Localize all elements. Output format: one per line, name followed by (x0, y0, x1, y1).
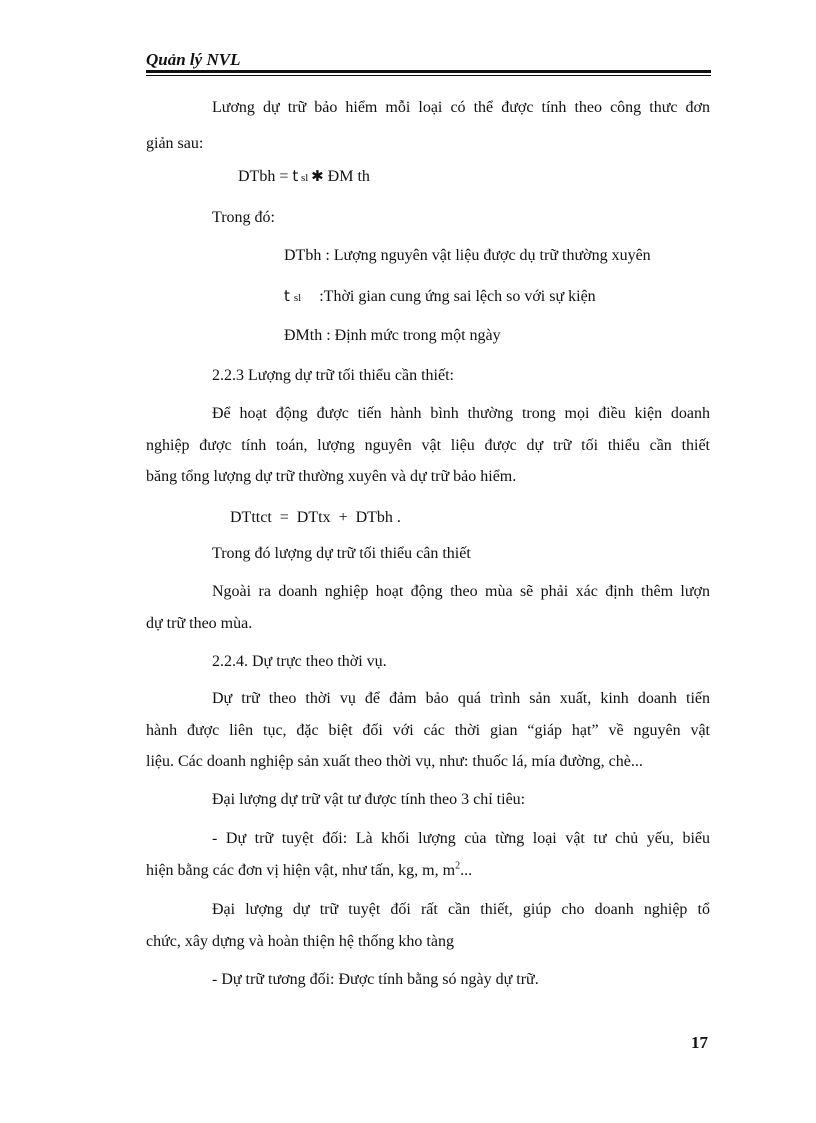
paragraph-2-line-2: nghiệp được tính toán, lượng nguyên vật liệu được dự trữ tối thiểu cần thiết (146, 437, 710, 454)
definition-dtbh: DTbh : Lượng nguyên vật liệu được dụ trữ thường xuyên (284, 247, 651, 264)
paragraph-2-line-3: băng tổng lượng dự trữ thường xuyên và dự trữ bảo hiểm. (146, 468, 517, 485)
definition-t-symbol: t (284, 287, 290, 305)
paragraph-7-line-2-ellipsis: ... (460, 862, 473, 879)
formula-dtttct: DTttct = DTtx + DTbh . (230, 509, 401, 526)
paragraph-7-line-1: - Dự trữ tuyệt đối: Là khối lượng của từng loại vật tư chủ yếu, biểu (212, 830, 710, 847)
header-rule-thick (146, 70, 711, 73)
paragraph-4-line-1: Ngoài ra doanh nghiệp hoạt động theo mùa sẽ phải xác định thêm lượn (212, 583, 710, 600)
paragraph-5-line-2: hành được liên tục, đặc biệt đối với các thời gian “giáp hạt” về nguyên vật (146, 722, 710, 739)
definition-dmth: ĐMth : Định mức trong một ngày (284, 327, 501, 344)
paragraph-3: Trong đó lượng dự trữ tối thiểu cân thiết (212, 545, 471, 562)
paragraph-7-line-2-text: hiện bằng các đơn vị hiện vật, như tấn, kg, m, m (146, 862, 456, 879)
paragraph-6: Đại lượng dự trữ vật tư được tính theo 3 chỉ tiêu: (212, 791, 526, 808)
definition-tsl-text: :Thời gian cung ứng sai lệch so với sự kiện (319, 288, 596, 305)
paragraph-7-line-2 (146, 861, 472, 881)
paragraph-8-line-1: Đại lượng dự trữ tuyệt đối rất cần thiết, giúp cho doanh nghiệp tổ (212, 901, 710, 918)
paragraph-5-line-1: Dự trữ theo thời vụ để đảm bảo quá trình sản xuất, kinh doanh tiến (212, 690, 710, 707)
formula-sl: sl (298, 172, 312, 184)
formula-multiply-symbol: ✱ (311, 167, 324, 185)
formula-rest: ĐM th (323, 168, 370, 185)
heading-2-2-4: 2.2.4. Dự trực theo thời vụ. (212, 653, 387, 670)
formula-lhs: DTbh = (238, 168, 293, 185)
formula-dtbh (238, 166, 370, 188)
paragraph-4-line-2: dự trữ theo mùa. (146, 615, 253, 632)
header-rule-thin (146, 75, 711, 76)
page-number: 17 (691, 1033, 708, 1052)
definition-tsl (284, 286, 596, 308)
paragraph-5-line-3: liệu. Các doanh nghiệp sản xuất theo thời vụ, như: thuốc lá, mía đường, chè... (146, 753, 643, 770)
paragraph-9: - Dự trữ tương đối: Được tính bằng só ngày dự trữ. (212, 971, 539, 988)
paragraph-1-line-2: giản sau: (146, 135, 204, 152)
paragraph-8-line-2: chức, xây dựng và hoàn thiện hệ thống kho tàng (146, 933, 454, 950)
paragraph-1-line-1: Lương dự trữ bảo hiểm mỗi loại có thể được tính theo công thưc đơn (212, 99, 710, 116)
trong-do-label: Trong đó: (212, 209, 275, 226)
paragraph-2-line-1: Để hoạt động được tiến hành bình thường trong mọi điều kiện doanh (212, 405, 710, 422)
superscript-2: 2 (455, 860, 461, 872)
document-header-title: Quản lý NVL (146, 50, 241, 69)
definition-sl: sl (293, 292, 302, 304)
heading-2-2-3: 2.2.3 Lượng dự trữ tối thiểu cần thiết: (212, 367, 454, 384)
formula-t-symbol: t (292, 167, 299, 185)
